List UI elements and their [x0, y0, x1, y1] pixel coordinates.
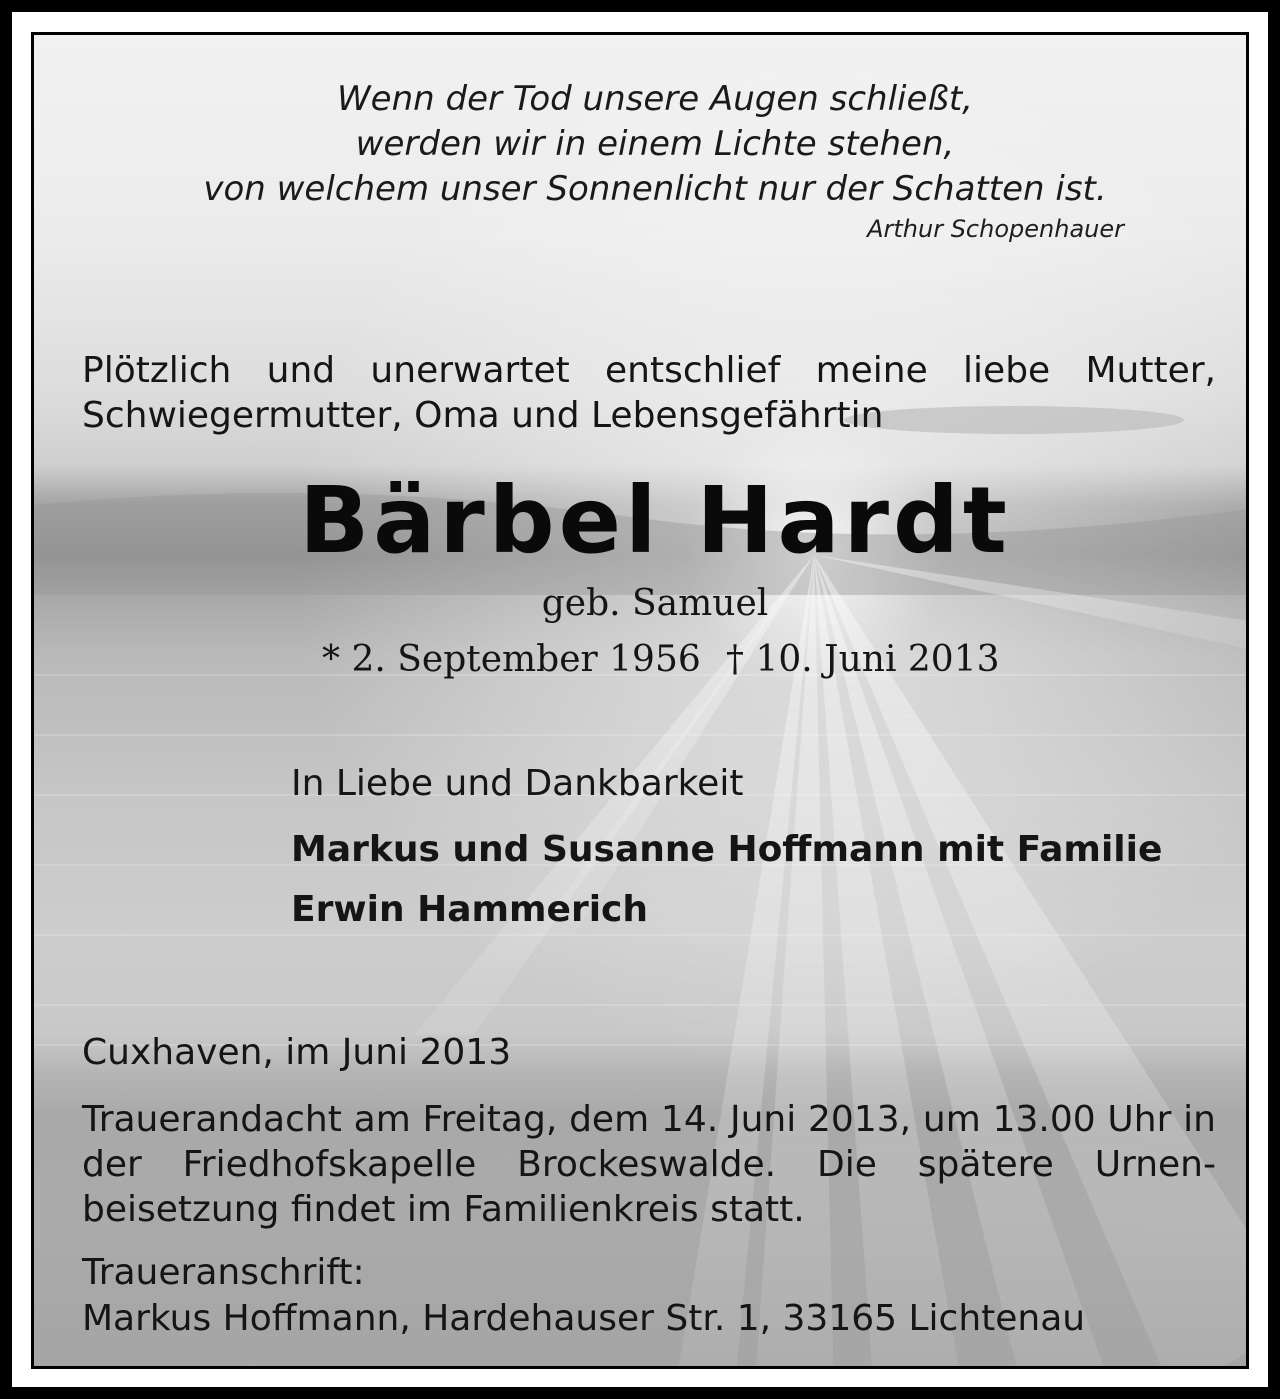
mourner-name: Erwin Hammerich [291, 889, 649, 930]
maiden-name: geb. Samuel [541, 583, 769, 624]
deceased-name: Bärbel Hardt [299, 467, 1011, 574]
obituary-panel [31, 32, 1249, 1369]
quote-line-2: werden wir in einem Lichte stehen, [355, 124, 955, 164]
service-info: Trauerandacht am Freitag, dem 14. Juni 2013, um 13.00 Uhr in der Friedhofskapelle Brockeswalde. Die spätere Urnenbeisetzung findet im Familienkreis statt. [82, 1099, 1216, 1230]
quote-line-3: von welchem unser Sonnenlicht nur der Schatten ist. [203, 169, 1107, 209]
mourners-intro: In Liebe und Dankbarkeit [291, 763, 744, 804]
address-line: Markus Hoffmann, Hardehauser Str. 1, 33165 Lichtenau [82, 1298, 1086, 1339]
death-date: † 10. Juni 2013 [726, 639, 1000, 680]
quote-line-1: Wenn der Tod unsere Augen schließt, [337, 79, 973, 119]
birth-date: * 2. September 1956 [322, 639, 701, 680]
mourner-name: Markus und Susanne Hoffmann mit Familie [291, 829, 1163, 870]
intro-text: Plötzlich und unerwartet entschlief meine liebe Mutter, Schwiegermutter, Oma und Lebensgefährtin [82, 350, 1216, 436]
place-date: Cuxhaven, im Juni 2013 [82, 1032, 512, 1073]
quote-author: Arthur Schopenhauer [867, 215, 1124, 243]
address-label: Traueranschrift: [82, 1252, 365, 1293]
